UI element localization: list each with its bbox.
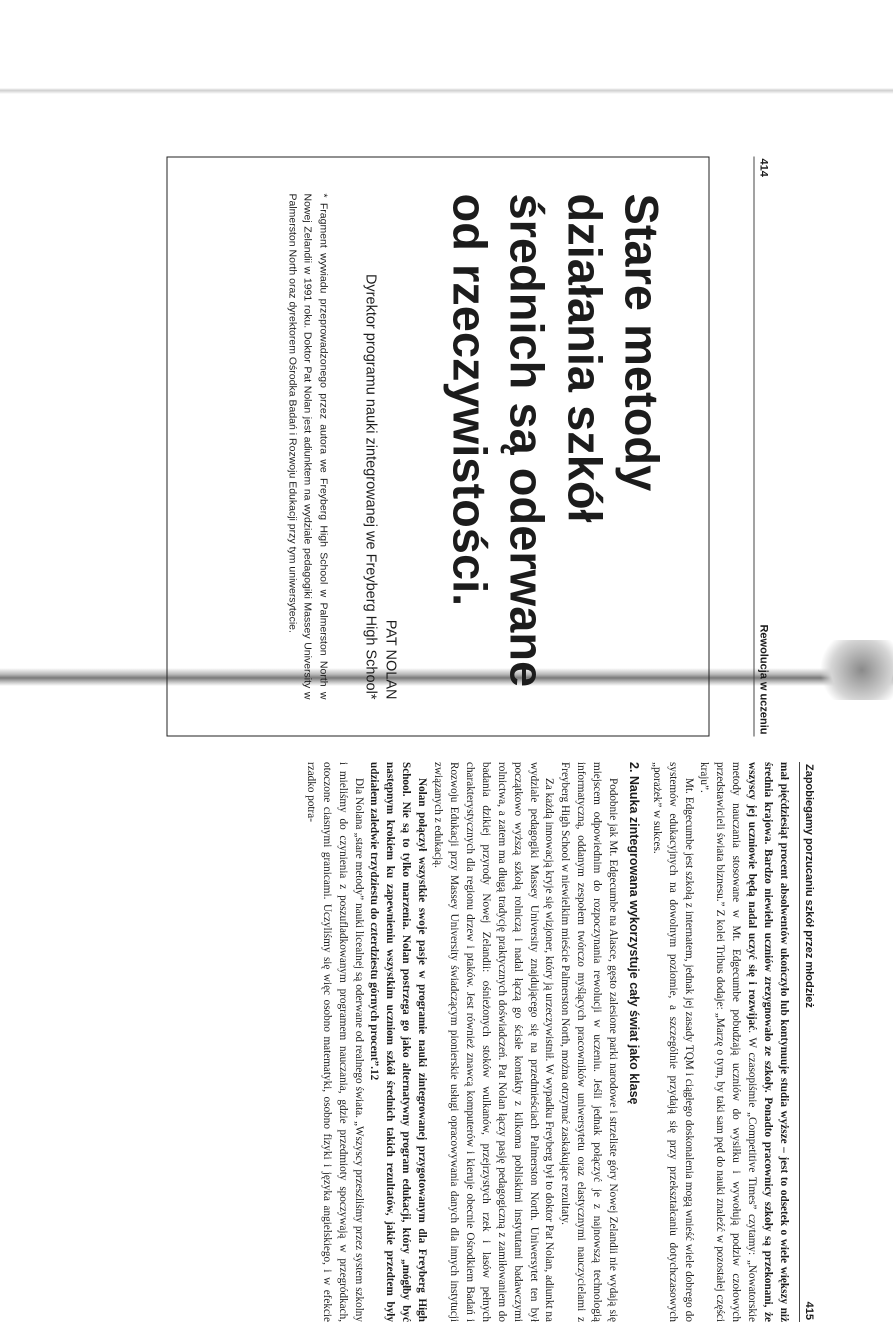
right-running-head — [799, 762, 815, 1322]
author-name: PAT NOLAN — [382, 619, 399, 700]
quote-frame — [167, 157, 710, 737]
paragraph-4: Za każdą innowacją kryje się wizjoner, który ją urzeczywistnił. W wypadku Freyberg był to doktor Pat Nolan, adiunkt na wydziale pedagogiki Massey University znajdującego się na przedmieściach Palmerston North. Uniwersytet ten był początkowo wyższą szkołą rolniczą i nadal łączą go ścisłe kontakty z kilkoma pobliskimi instytutami badawczymi rolnictwa, a zatem ma długą tradycję praktycznych doświadczeń. Pat Nolan łączy pasję pedagogiczną z zamiłowaniem do badania dzikiej przyrody Nowej Zelandii: ośnieżonych stoków wulkanów, przejrzystych rzek i lasów pełnych charakterystycznych dla regionu drzew i ptaków. Jest również znawcą komputerów i kieruje obecnie Ośrodkiem Badań i Rozwoju Edukacji przy Massey University świadczącym pionierskie usługi opracowywania danych dla innych instytucji związanych z edukacją. — [432, 762, 556, 1322]
body-text — [302, 762, 791, 1322]
author-block — [360, 194, 399, 700]
scan-shadow — [815, 640, 893, 700]
paragraph-6: Dla Nolana „stare metody” nauki licealnej są oderwane od realnego świata. „Wszyscy przeszliśmy przez system szkolny i mieliśmy do czynienia z poszufladkowanym programem nauczania, gdzie przedmioty spoczywają w przegródkach, otoczone ciasnymi granicami. Uczyliśmy się więc osobno matematyki, osobno fizyki i języka angielskiego, i w efekcie rzadko potra- — [304, 762, 365, 1322]
section-heading: 2. Nauka zintegrowana wykorzystuje cały świat jako klasę — [626, 762, 641, 1105]
right-running-title: Zapobiegamy porzucaniu szkół przez młodzież — [803, 764, 815, 1008]
right-page-number: 415 — [803, 1301, 815, 1320]
paragraph-5 — [366, 762, 430, 1322]
chapter-quote-title: Stare metody działania szkół średnich są oderwane od rzeczywistości. — [443, 193, 669, 688]
left-running-head — [754, 157, 770, 737]
author-role: Dyrektor programu nauki zintegrowanej we Freyberg High School* — [362, 273, 379, 700]
left-page-number: 414 — [757, 158, 770, 177]
left-running-title: Rewolucja w uczeniu — [757, 624, 770, 735]
paragraph-1 — [696, 762, 791, 1322]
paragraph-1-rest: . W czasopiśmie „Competitive Times” czytamy: „Nowatorskie metody nauczania stosowane w Mt. Edgecumbe pobudzają uczniów do wysiłku i wywołują podziw czołowych przedstawicieli świata biznesu.” Z kolei Tribus dodaje: „Marzę o tym, by taki sam pęd do nauki znaleźć w pozostałej części kraju”. — [698, 762, 759, 1322]
scan-edge-top — [0, 88, 893, 94]
paragraph-1-bold: mał pięćdziesiąt procent absolwentów ukończyło lub kontynuuje studia wyższe – jest to odsetek o wiele większy niż średnia krajowa. Bardzo niewielu uczniów zrezygnowało ze szkoły. Ponadto pracownicy szkoły są przekonani, że wszyscy jej uczniowie będą nadal uczyć się i rozwijać — [746, 762, 790, 1322]
paragraph-5-bold: Nolan połączył wszystkie swoje pasje w programie nauki zintegrowanej przygotowanym dla Freyberg High School. Nie są to tylko marzenia. Nolan postrzega go jako alternatywny program edukacji, który „mógłby być następnym krokiem ku zapewnieniu wszystkim uczniom szkół średnich takich rezultatów, jakie przedtem były udziałem zaledwie trzydziestu do czterdziestu górnych procent” — [368, 762, 429, 1322]
left-page — [167, 157, 770, 737]
paragraph-2: Mt. Edgecumbe jest szkołą z internatem, jednak jej zasady TQM i ciągłego doskonalenia mogą wnieść wiele dobrego do systemów edukacyjnych na dowolnym poziomie, a szczególnie przydają się przy przekształcaniu dotychczasowych „porażek” w sukces. — [650, 762, 695, 1322]
right-page — [75, 762, 815, 1322]
paragraph-5-ref: .12 — [368, 1066, 381, 1081]
paragraph-3: Podobnie jak Mt. Edgecumbe na Alasce, gęsto zalesione parki narodowe i strzeliste góry Nowej Zelandii nie wydają się miejscem odpowiednim do rozpoczynania rewolucji w uczeniu. Jeśli jednak połączyć je z najnowszą technologią informatyczną, oddanym zespołem twórczo myślących pracowników uniwersytetu oraz elastycznymi nauczycielami z Freyberg High School w niewielkim mieście Palmerston North, można otrzymać zaskakujące rezultaty. — [559, 762, 620, 1322]
footnote: * Fragment wywiadu przeprowadzonego przez autora we Freyberg High School w Palmerston North w Nowej Zelandii w 1991 roku. Doktor Pat Nolan jest adiunktem na wydziale pedagogiki Massey University w Palmerston North oraz dyrektorem Ośrodka Badań i Rozwoju Edukacji przy tym uniwersytecie. — [286, 193, 330, 700]
